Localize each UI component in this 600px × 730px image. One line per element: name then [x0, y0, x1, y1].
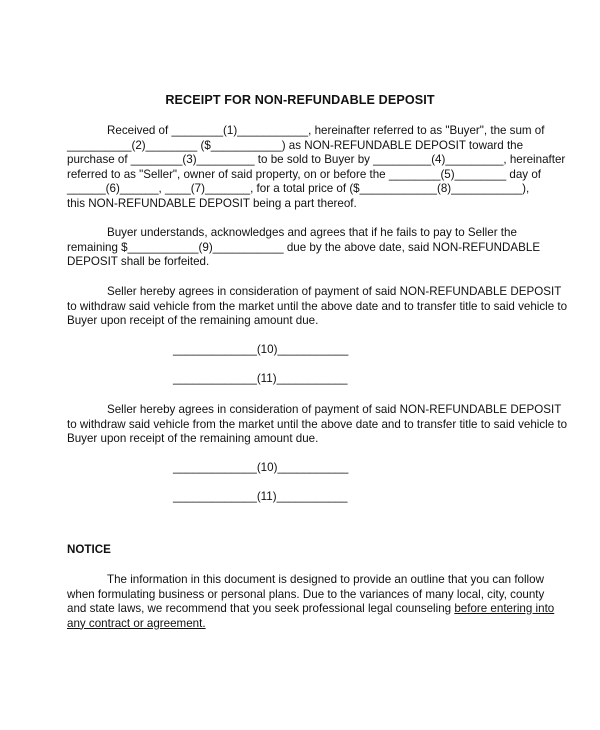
text-line: DEPOSIT shall be forfeited.	[67, 255, 210, 268]
text-line: __________(2)________ ($___________) as NON-REFUNDABLE DEPOSIT toward the	[67, 138, 524, 152]
text-line: purchase of ________(3)_________ to be sold to Buyer by _________(4)_________, hereinafter	[67, 153, 566, 166]
text-line: The information in this document is designed to provide an outline that you can follow	[107, 573, 544, 586]
signature-line-10: _____________(10)___________	[173, 343, 349, 356]
text-line: Buyer upon receipt of the remaining amount due.	[67, 314, 319, 327]
paragraph-notice	[67, 573, 555, 631]
text-line: remaining $___________(9)___________ due by the above date, said NON-REFUNDABLE	[67, 240, 541, 254]
paragraph-receipt-terms	[67, 124, 566, 211]
text-line: referred to as "Seller", owner of said property, on or before the ________(5)________ day of	[67, 167, 541, 181]
text-line: to withdraw said vehicle from the market until the above date and to transfer title to said vehicle to	[67, 299, 568, 313]
text-line: to withdraw said vehicle from the market until the above date and to transfer title to said vehicle to	[67, 417, 568, 431]
text-line: Buyer upon receipt of the remaining amount due.	[67, 432, 319, 445]
text-line: when formulating business or personal plans. Due to the variances of many local, city, county	[67, 587, 545, 601]
paragraph-buyer-forfeit	[67, 226, 547, 270]
paragraph-seller-agreement-2	[67, 403, 568, 447]
underlined-text: any contract or agreement.	[67, 616, 206, 630]
text-line: Buyer understands, acknowledges and agrees that if he fails to pay to Seller the	[107, 226, 517, 239]
signature-line-10: _____________(10)___________	[173, 461, 349, 474]
signature-line-11: _____________(11)___________	[173, 490, 348, 503]
text-line: Seller hereby agrees in consideration of payment of said NON-REFUNDABLE DEPOSIT	[107, 285, 562, 298]
notice-heading: NOTICE	[67, 543, 111, 556]
paragraph-seller-agreement-1	[67, 285, 568, 329]
text-line: Received of ________(1)___________, hereinafter referred to as "Buyer", the sum of	[107, 124, 545, 137]
text-line: this NON-REFUNDABLE DEPOSIT being a part thereof.	[67, 196, 357, 210]
text-line: and state laws, we recommend that you seek professional legal counseling before entering into	[67, 602, 555, 615]
underlined-text: before entering into	[454, 602, 555, 615]
document-title: RECEIPT FOR NON-REFUNDABLE DEPOSIT	[165, 93, 435, 107]
signature-line-11: _____________(11)___________	[173, 372, 348, 385]
text-line: ______(6)______, ____(7)_______, for a total price of ($____________(8)___________),	[67, 182, 530, 195]
text-line: Seller hereby agrees in consideration of payment of said NON-REFUNDABLE DEPOSIT	[107, 403, 562, 416]
